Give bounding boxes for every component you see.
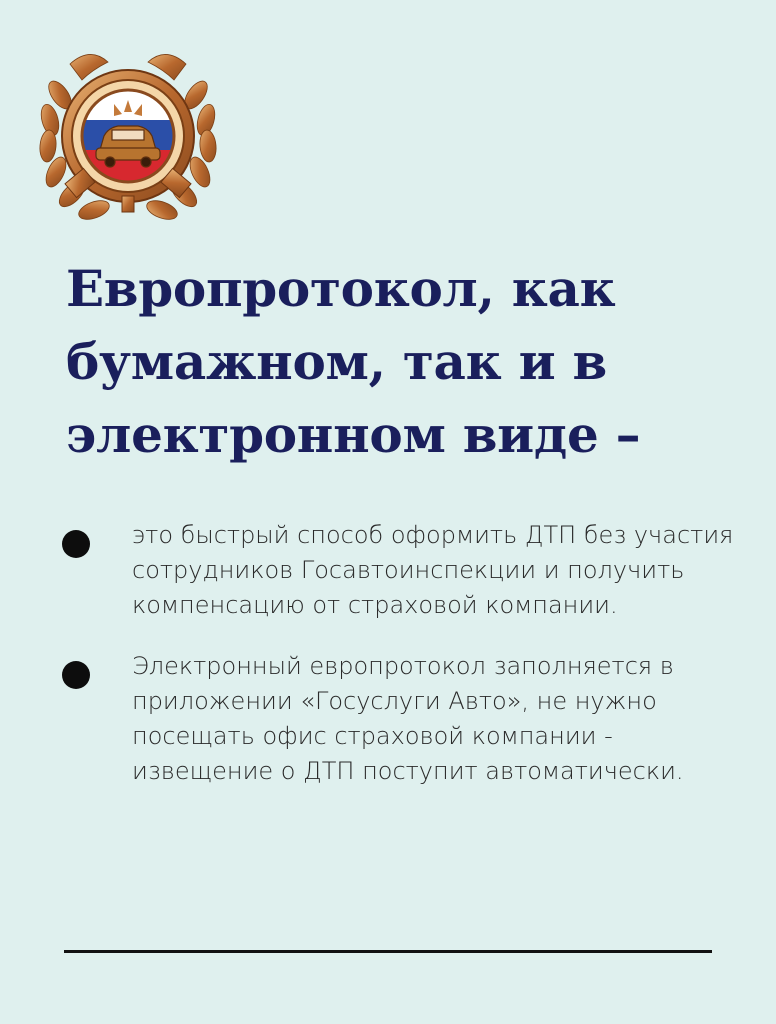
bullet-text: Электронный европротокол заполняется в приложении «Госуслуги Авто», не нужно посещать офис страховой компании - извещение о ДТП поступит автоматически. <box>132 652 684 786</box>
bullet-text: это быстрый способ оформить ДТП без участия сотрудников Госавтоинспекции и получить компенсацию от страховой компании. <box>132 521 734 620</box>
list-item <box>60 649 740 789</box>
list-item <box>60 518 740 623</box>
traffic-police-emblem-icon <box>30 40 226 226</box>
bullet-list <box>60 518 740 815</box>
headline: Европротокол, как бумажном, так и в электронном виде – <box>66 259 641 464</box>
bullet-dot-icon <box>62 530 90 558</box>
bullet-dot-icon <box>62 661 90 689</box>
divider <box>64 950 712 953</box>
